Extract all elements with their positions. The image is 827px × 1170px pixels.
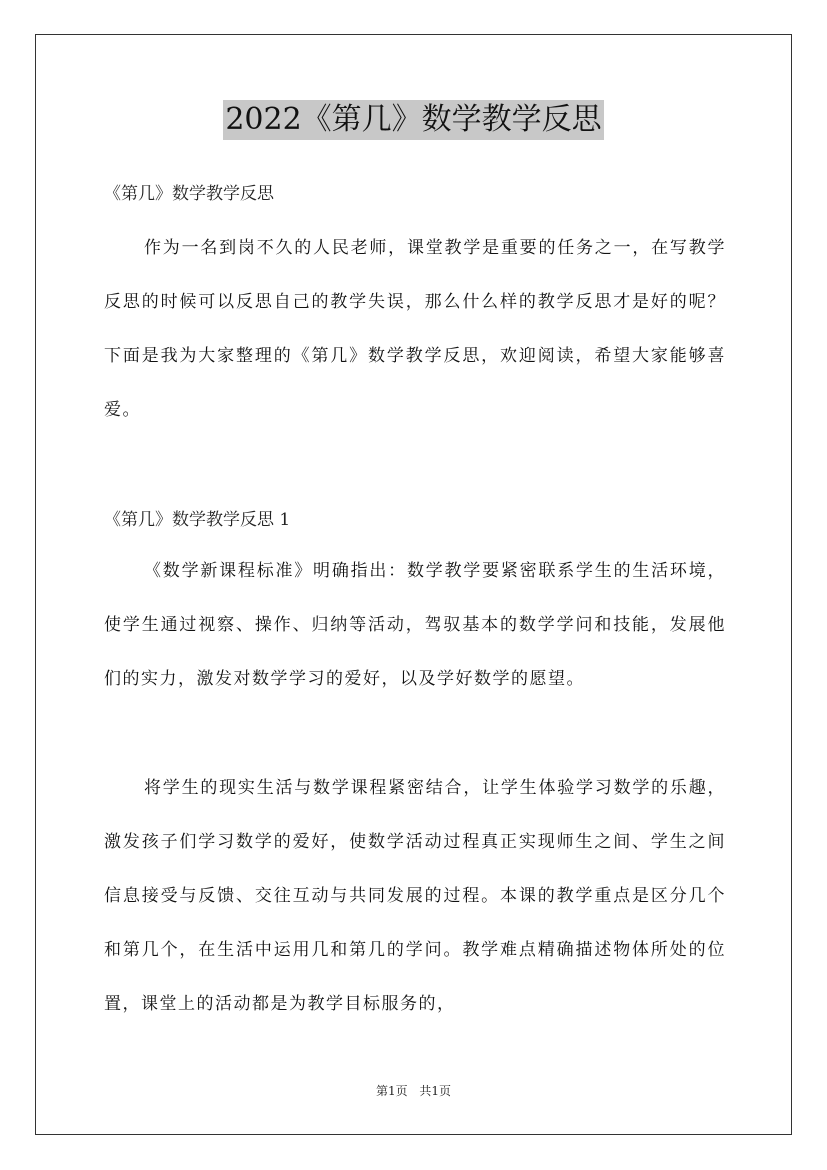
page-total: 共1页 [419,1084,452,1098]
section1-paragraph-2: 将学生的现实生活与数学课程紧密结合，让学生体验学习数学的乐趣，激发孩子们学习数学的爱好，使数学活动过程真正实现师生之间、学生之间信息接受与反馈、交往互动与共同发展的过程。本课的教学重点是区分几个和第几个，在生活中运用几和第几的学问。教学难点精确描述物体所处的位置，课堂上的活动都是为教学目标服务的， [104,778,726,1014]
title-container [0,100,827,140]
page-number: 第1页 [375,1084,408,1098]
section-heading-1: 《第几》数学教学反思 1 [104,510,291,530]
intro-paragraph: 作为一名到岗不久的人民老师，课堂教学是重要的任务之一，在写教学反思的时候可以反思自己的教学失误，那么什么样的教学反思才是好的呢？下面是我为大家整理的《第几》数学教学反思，欢迎阅读，希望大家能够喜爱。 [104,238,726,420]
page-footer [0,1083,827,1099]
document-subtitle: 《第几》数学教学反思 [104,184,274,204]
section1-paragraph-1: 《数学新课程标准》明确指出：数学教学要紧密联系学生的生活环境，使学生通过视察、操作、归纳等活动，驾驭基本的数学学问和技能，发展他们的实力，激发对数学学习的爱好，以及学好数学的愿望。 [104,561,726,689]
document-title: 2022《第几》数学教学反思 [223,100,603,140]
